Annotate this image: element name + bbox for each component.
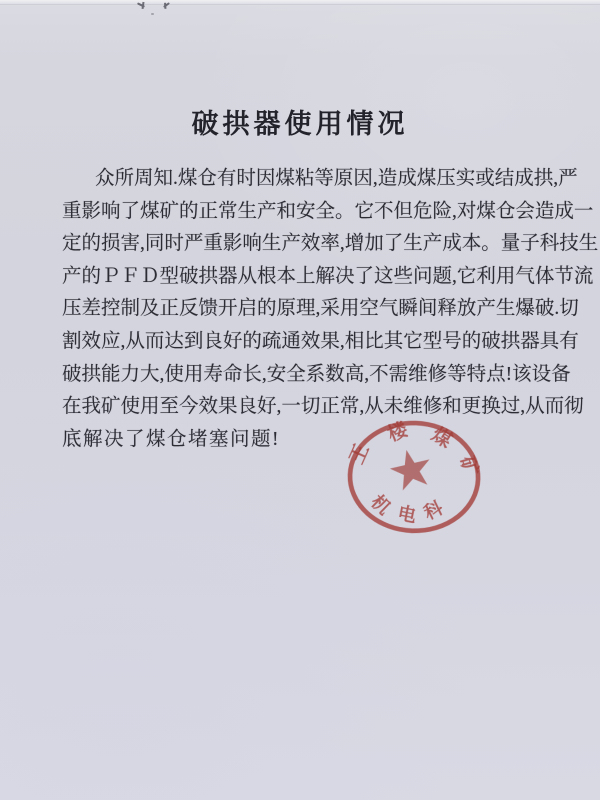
- ink-smudge: [137, 2, 145, 7]
- scan-top-edge: [0, 0, 600, 5]
- ink-smudge: [151, 13, 154, 15]
- text-line: 重影响了煤矿的正常生产和安全。它不但危险,对煤仓会造成一: [62, 200, 594, 222]
- document-title: 破拱器使用情况: [191, 109, 409, 139]
- seal-char: 矿: [455, 454, 482, 479]
- seal-char: 煤: [427, 424, 456, 453]
- star-icon: [387, 445, 435, 492]
- text-line: 在我矿使用至今效果良好,一切正常,从未维修和更换过,从而彻: [62, 396, 584, 418]
- text-line: 底解决了煤仓堵塞问题!: [62, 428, 280, 450]
- seal-char: 电: [396, 503, 418, 527]
- text-line: 破拱能力大,使用寿命长,安全系数高,不需维修等特点!该设备: [62, 363, 571, 385]
- text-line: 众所周知.煤仓有时因煤粘等原因,造成煤压实或结成拱,严: [95, 168, 578, 189]
- seal-char: 楼: [385, 419, 411, 446]
- official-red-seal-stamp: [340, 415, 490, 542]
- ink-smudge: [163, 2, 170, 8]
- text-line: 压差控制及正反馈开启的原理,采用空气瞬间释放产生爆破.切: [62, 298, 579, 320]
- seal-graphic: [340, 415, 490, 542]
- seal-char: 科: [420, 497, 446, 524]
- text-line: 割效应,从而达到良好的疏通效果,相比其它型号的破拱器具有: [62, 330, 579, 352]
- text-line: 定的损害,同时严重影响生产效率,增加了生产成本。量子科技生: [62, 233, 599, 255]
- seal-char: 王: [346, 441, 374, 468]
- document-body: [62, 163, 599, 456]
- text-line: 产的ＰＦＤ型破拱器从根本上解决了这些问题,它利用气体节流: [62, 265, 594, 287]
- seal-char: 机: [367, 491, 395, 519]
